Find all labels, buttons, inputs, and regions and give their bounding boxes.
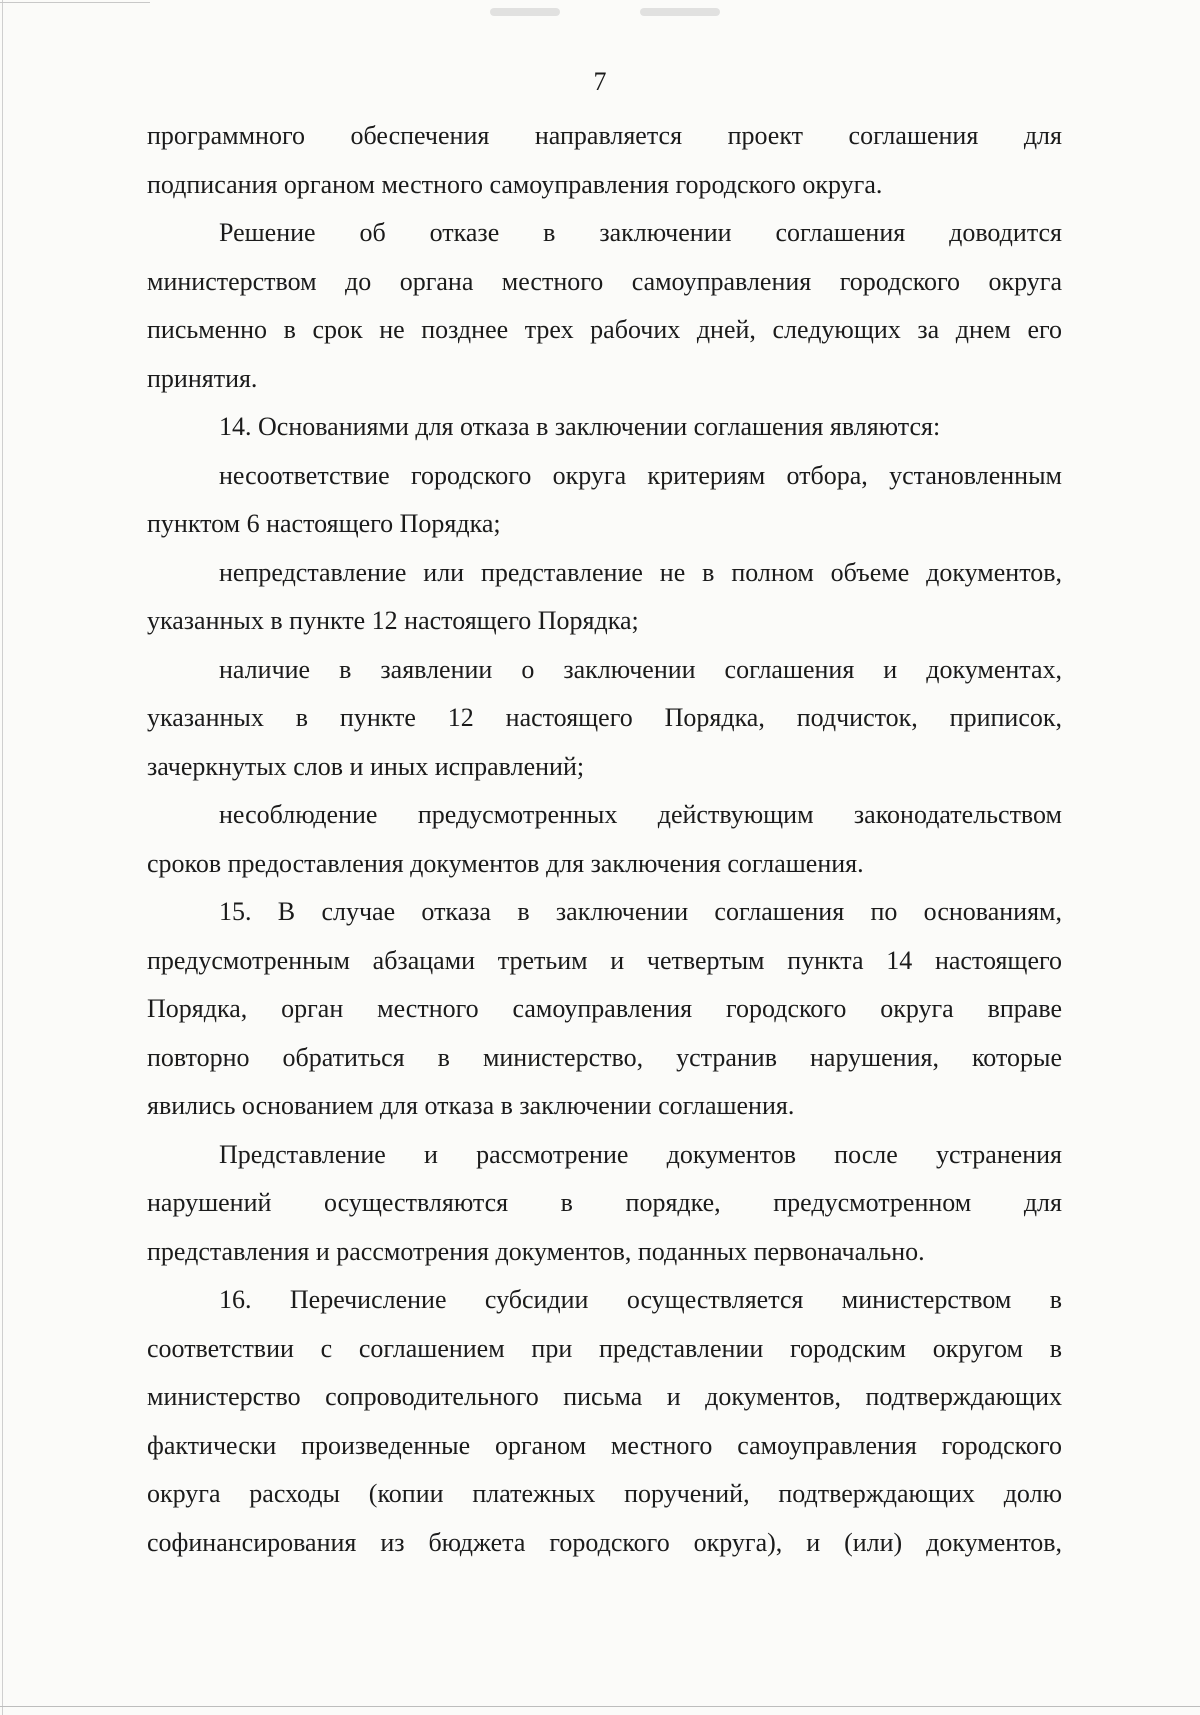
paragraph [147, 403, 1062, 452]
text-line: зачеркнутых слов и иных исправлений; [147, 751, 585, 781]
page-number: 7 [593, 67, 607, 96]
text-line: явились основанием для отказа в заключении соглашения. [147, 1091, 795, 1120]
paragraph [147, 646, 1062, 792]
text-line: указанных в пункте 12 настоящего Порядка, подчисток, приписок, [147, 703, 1062, 732]
text-line: Решение об отказе в заключении соглашения доводится [219, 218, 1062, 247]
text-line: письменно в срок не позднее трех рабочих дней, следующих за днем его [147, 315, 1062, 344]
text-line: Порядка, орган местного самоуправления городского округа вправе [147, 994, 1062, 1023]
text-line: сроков предоставления документов для заключения соглашения. [147, 848, 864, 878]
paragraph [147, 209, 1062, 403]
text-line: фактически произведенные органом местного самоуправления городского [147, 1430, 1062, 1460]
text-line: 14. Основаниями для отказа в заключении соглашения являются: [219, 412, 941, 441]
text-line: представления и рассмотрения документов, поданных первоначально. [147, 1236, 925, 1266]
text-line: пунктом 6 настоящего Порядка; [147, 509, 501, 538]
text-line: 15. В случае отказа в заключении соглашения по основаниям, [219, 897, 1062, 926]
text-line: 16. Перечисление субсидии осуществляется министерством в [219, 1285, 1062, 1314]
text-line: министерство сопроводительного письма и документов, подтверждающих [147, 1382, 1062, 1411]
text-line: наличие в заявлении о заключении соглашения и документах, [219, 654, 1062, 684]
text-line: непредставление или представление не в полном объеме документов, [219, 557, 1062, 587]
paragraph [147, 1276, 1062, 1567]
text-line: предусмотренным абзацами третьим и четвертым пункта 14 настоящего [147, 945, 1062, 975]
text-line: министерством до органа местного самоуправления городского округа [147, 266, 1062, 296]
scan-edge-left [2, 0, 3, 1715]
text-line: Представление и рассмотрение документов после устранения [219, 1139, 1062, 1169]
text-line: нарушений осуществляются в порядке, предусмотренном для [147, 1188, 1062, 1217]
scan-edge-bottom [0, 1706, 1200, 1707]
paragraph [147, 1131, 1062, 1277]
scan-smudge [490, 8, 560, 16]
paragraph [147, 888, 1062, 1131]
text-line: указанных в пункте 12 настоящего Порядка; [147, 606, 639, 635]
scan-edge-top [0, 2, 150, 3]
text-line: несоответствие городского округа критериям отбора, установленным [219, 460, 1062, 490]
paragraph [147, 452, 1062, 549]
text-line: софинансирования из бюджета городского округа), и (или) документов, [147, 1527, 1062, 1557]
paragraph [147, 791, 1062, 888]
text-line: округа расходы (копии платежных поручений, подтверждающих долю [147, 1479, 1062, 1508]
text-line: несоблюдение предусмотренных действующим законодательством [219, 800, 1062, 829]
text-line: повторно обратиться в министерство, устранив нарушения, которые [147, 1042, 1062, 1072]
text-line: принятия. [147, 363, 258, 393]
text-line: подписания органом местного самоуправления городского округа. [147, 169, 883, 199]
paragraph [147, 112, 1062, 209]
scan-smudge [640, 8, 720, 16]
document-body [147, 112, 1062, 1567]
paragraph [147, 549, 1062, 646]
text-line: соответствии с соглашением при представлении городским округом в [147, 1333, 1062, 1363]
text-line: программного обеспечения направляется проект соглашения для [147, 121, 1062, 150]
